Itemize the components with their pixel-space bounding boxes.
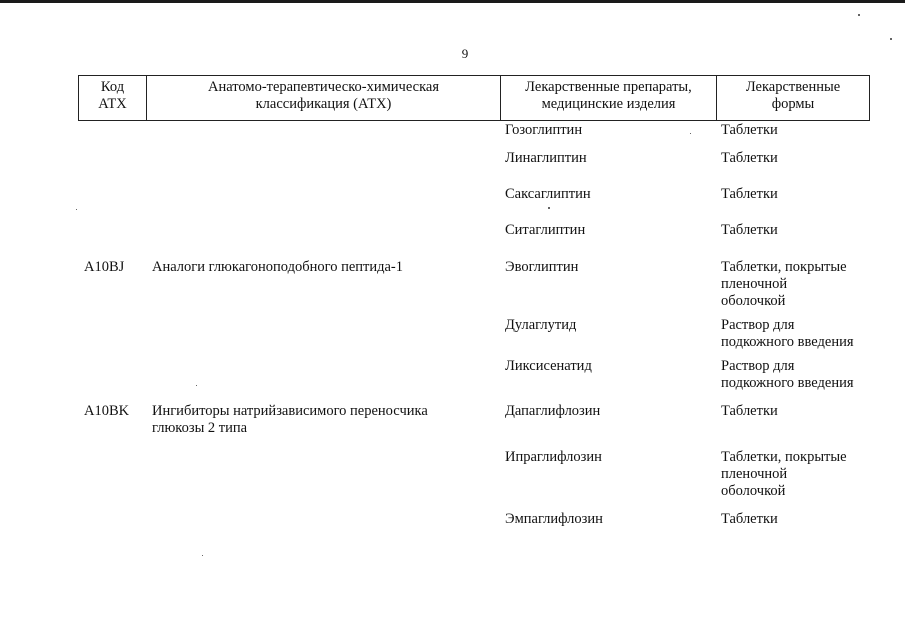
header-form-label: Лекарственные формы — [745, 79, 841, 112]
scan-speck — [196, 385, 197, 386]
row-drug: Дулаглутид — [505, 317, 577, 333]
row-form: Таблетки — [721, 186, 778, 202]
header-code-label: Код АТХ — [98, 79, 127, 112]
top-border-line — [0, 0, 905, 3]
row-form: Таблетки, покрытые пленочной оболочкой — [721, 449, 847, 499]
row-code: A10BK — [84, 403, 130, 419]
header-drug-label: Лекарственные препараты, медицинские изделия — [525, 79, 692, 112]
scan-speck — [858, 14, 860, 16]
row-drug: Эвоглиптин — [505, 259, 579, 275]
row-form: Раствор для подкожного введения — [721, 358, 854, 391]
header-atc — [147, 76, 501, 120]
scan-speck — [202, 555, 203, 556]
row-form: Раствор для подкожного введения — [721, 317, 854, 350]
scan-speck — [890, 38, 892, 40]
header-form — [717, 76, 869, 120]
row-drug: Эмпаглифлозин — [505, 511, 603, 527]
header-atc-label: Анатомо-терапевтическо-химическая классификация (АТХ) — [207, 79, 440, 112]
row-drug: Дапаглифлозин — [505, 403, 601, 419]
row-drug: Линаглиптин — [505, 150, 587, 166]
row-drug: Ликсисенатид — [505, 358, 592, 374]
row-form: Таблетки — [721, 150, 778, 166]
row-form: Таблетки — [721, 122, 778, 138]
row-drug: Саксаглиптин — [505, 186, 591, 202]
row-form: Таблетки — [721, 403, 778, 419]
row-code: A10BJ — [84, 259, 125, 275]
scan-speck — [76, 209, 77, 210]
row-atc: Аналоги глюкагоноподобного пептида-1 — [152, 259, 404, 275]
header-drug — [501, 76, 717, 120]
row-form: Таблетки — [721, 222, 778, 238]
row-form: Таблетки — [721, 511, 778, 527]
page-number: 9 — [461, 46, 469, 61]
row-drug: Гозоглиптин — [505, 122, 583, 138]
row-drug: Ситаглиптин — [505, 222, 586, 238]
row-drug: Ипраглифлозин — [505, 449, 602, 465]
table-header — [78, 75, 870, 121]
header-code — [79, 76, 147, 120]
row-atc: Ингибиторы натрийзависимого переносчика глюкозы 2 типа — [152, 403, 428, 436]
scan-speck — [548, 207, 550, 209]
row-form: Таблетки, покрытые пленочной оболочкой — [721, 259, 847, 309]
